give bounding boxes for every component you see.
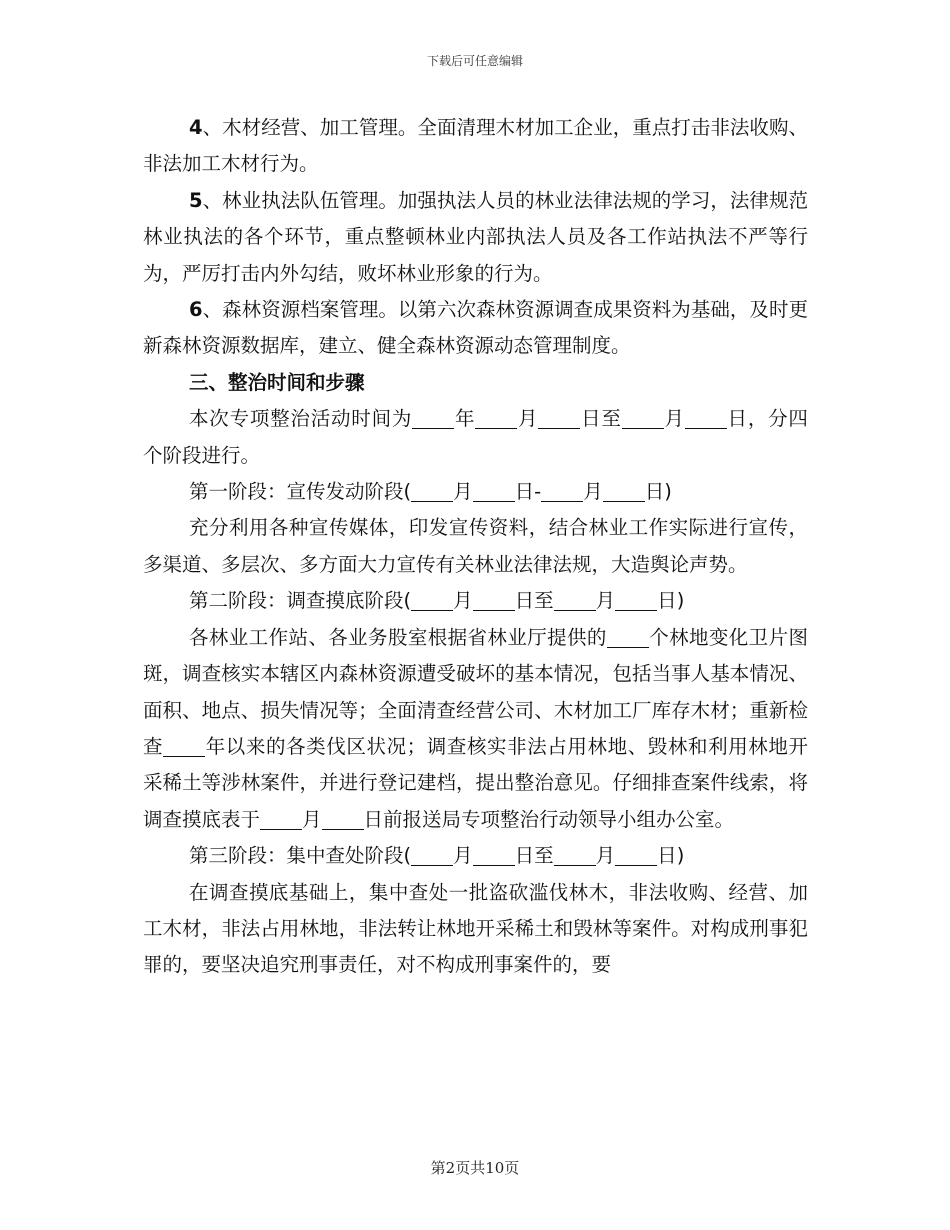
schedule-intro: 本次专项整治活动时间为 年 月 日至 月 日，分四个阶段进行。 [143, 401, 808, 474]
item-text: 、森林资源档案管理。以第六次森林资源调查成果资料为基础，及时更新森林资源数据库，建立、健全森林资源动态管理制度。 [143, 298, 808, 358]
item-number: 5 [189, 188, 203, 212]
page-footer: 第2页共10页 [430, 1159, 520, 1177]
blank-line [411, 586, 453, 611]
stage-1-title: 第一阶段：宣传发动阶段( 月 日- 月 日) [143, 474, 808, 510]
section-heading: 三、整治时间和步骤 [189, 370, 365, 394]
blank-line [541, 477, 583, 502]
blank-line [260, 805, 302, 830]
blank-line [554, 586, 596, 611]
blank-line [411, 477, 453, 502]
item-text: 、林业执法队伍管理。加强执法人员的林业法律法规的学习，法律规范林业执法的各个环节，重点整顿林业内部执法人员及各工作站执法不严等行为，严厉打击内外勾结，败坏林业形象的行为。 [143, 188, 808, 285]
blank-line [412, 404, 454, 429]
blank-line [607, 623, 649, 648]
blank-line [322, 805, 364, 830]
document-body [143, 110, 808, 984]
blank-line [603, 477, 645, 502]
blank-line [554, 841, 596, 866]
stage-3-title: 第三阶段：集中查处阶段( 月 日至 月 日) [143, 838, 808, 874]
stage-2-title: 第二阶段：调查摸底阶段( 月 日至 月 日) [143, 583, 808, 619]
blank-line [615, 586, 657, 611]
item-number: 4 [189, 116, 203, 139]
blank-line [622, 404, 664, 429]
blank-line [615, 841, 657, 866]
item-number: 6 [189, 298, 203, 322]
blank-line [538, 404, 580, 429]
blank-line [163, 732, 205, 757]
item-text: 、木材经营、加工管理。全面清理木材加工企业，重点打击非法收购、非法加工木材行为。 [143, 116, 808, 176]
stage-1-body: 充分利用各种宣传媒体，印发宣传资料，结合林业工作实际进行宣传，多渠道、多层次、多方面大力宣传有关林业法律法规，大造舆论声势。 [143, 516, 808, 576]
blank-line [473, 841, 515, 866]
blank-line [473, 586, 515, 611]
page-header: 下载后可任意编辑 [426, 54, 523, 68]
blank-line [475, 404, 517, 429]
item-5 [143, 183, 808, 292]
item-4 [143, 110, 808, 183]
blank-line [411, 841, 453, 866]
blank-line [473, 477, 515, 502]
stage-2-body: 各林业工作站、各业务股室根据省林业厅提供的 个林地变化卫片图斑，调查核实本辖区内森林资源遭受破坏的基本情况，包括当事人基本情况、面积、地点、损失情况等；全面清查经营公司、木材加工厂库存木材；重新检查 年以来的各类伐区状况；调查核实非法占用林地、毁林和利用林地开采稀土等涉林案件，并进行登记建档，提出整治意见。仔细排查案件线索，将调查摸底表于 月 日前报送局专项整治行动领导小组办公室。 [143, 620, 808, 838]
blank-line [685, 404, 727, 429]
stage-3-body: 在调查摸底基础上，集中查处一批盗砍滥伐林木，非法收购、经营、加工木材，非法占用林地，非法转让林地开采稀土和毁林等案件。对构成刑事犯罪的，要坚决追究刑事责任，对不构成刑事案件的，要 [143, 880, 808, 977]
item-6 [143, 292, 808, 365]
